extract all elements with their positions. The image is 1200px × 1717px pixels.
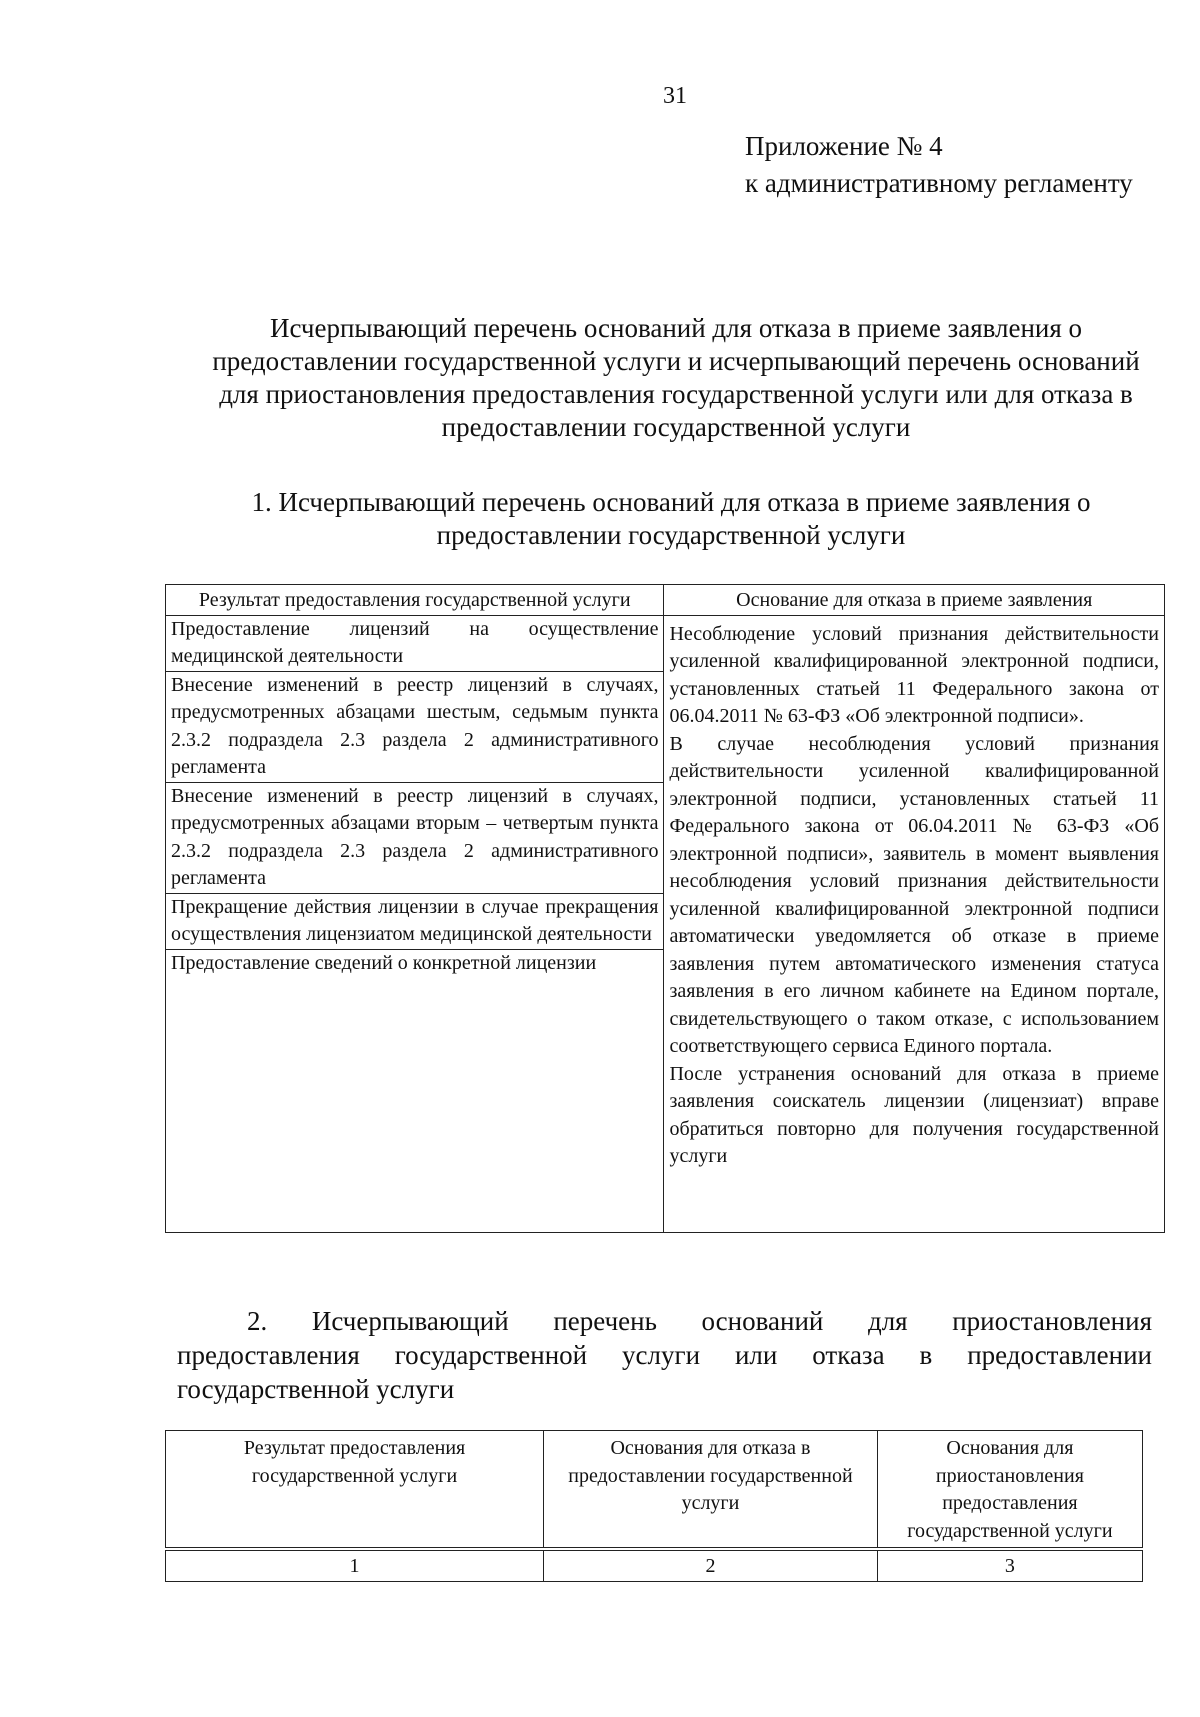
header-result: Результат предоставления государственной услуги [166,1431,544,1550]
header-result: Результат предоставления государственной услуги [166,585,664,616]
ground-paragraph: В случае несоблюдения условий признания действительности усиленной квалифицированной электронной подписи, установленных статьей 11 Федерального закона от 06.04.2011 № 63-ФЗ «Об электронной подписи», заявитель в момент выявления несоблюдения условий признания действительности усиленной квалифицированной электронной подписи автоматически уведомляется об отказе в приеме заявления путем автоматического изменения статуса заявления в его личном кабинете на Едином портале, свидетельствующего о таком отказе, с использованием соответствующего сервиса Единого портала. [669,732,1159,1057]
result-cell: Внесение изменений в реестр лицензий в случаях, предусмотренных абзацами шестым, седьмым пункта 2.3.2 подраздела 2.3 раздела 2 административного регламента [166,671,664,782]
result-cell: Внесение изменений в реестр лицензий в случаях, предусмотренных абзацами вторым – четвертым пункта 2.3.2 подраздела 2.3 раздела 2 административного регламента [166,782,664,893]
table-row [166,615,1165,671]
table-header-row [166,585,1165,616]
table-header-row [166,1431,1143,1550]
result-cell: Предоставление сведений о конкретной лицензии [166,949,664,1232]
header-suspension-grounds: Основания для приостановления предоставления государственной услуги [877,1431,1142,1550]
grounds-cell [664,615,1165,1232]
column-number: 3 [877,1549,1142,1581]
result-cell: Предоставление лицензий на осуществление медицинской деятельности [166,615,664,671]
column-number: 2 [544,1549,878,1581]
section1-title: 1. Исчерпывающий перечень оснований для отказа в приеме заявления о предоставлении государственной услуги [251,487,1091,550]
result-cell: Прекращение действия лицензии в случае прекращения осуществления лицензиатом медицинской деятельности [166,893,664,949]
page-number: 31 [663,83,687,109]
column-number-row [166,1549,1143,1581]
header-grounds: Основание для отказа в приеме заявления [664,585,1165,616]
appendix-number: Приложение № 4 [745,131,943,161]
ground-paragraph: После устранения оснований для отказа в приеме заявления соискатель лицензии (лицензиат) вправе обратиться повторно для получения государственной услуги [669,1062,1159,1167]
appendix-reference [745,128,1133,202]
section2-title: 2. Исчерпывающий перечень оснований для приостановления предоставления государственной услуги или отказа в предоставлении государственной услуги [177,1306,1152,1404]
appendix-regulation: к административному регламенту [745,168,1133,198]
ground-paragraph: Несоблюдение условий признания действительности усиленной квалифицированной электронной подписи, установленных статьей 11 Федерального закона от 06.04.2011 № 63-ФЗ «Об электронной подписи». [669,622,1159,727]
refusal-acceptance-table [165,584,1165,1233]
document-title: Исчерпывающий перечень оснований для отказа в приеме заявления о предоставлении государственной услуги и исчерпывающий перечень оснований для приостановления предоставления государственной услуги или для отказа в предоставлении государственной услуги [212,313,1140,442]
suspension-refusal-table [165,1430,1143,1582]
column-number: 1 [166,1549,544,1581]
header-refusal-grounds: Основания для отказа в предоставлении государственной услуги [544,1431,878,1550]
